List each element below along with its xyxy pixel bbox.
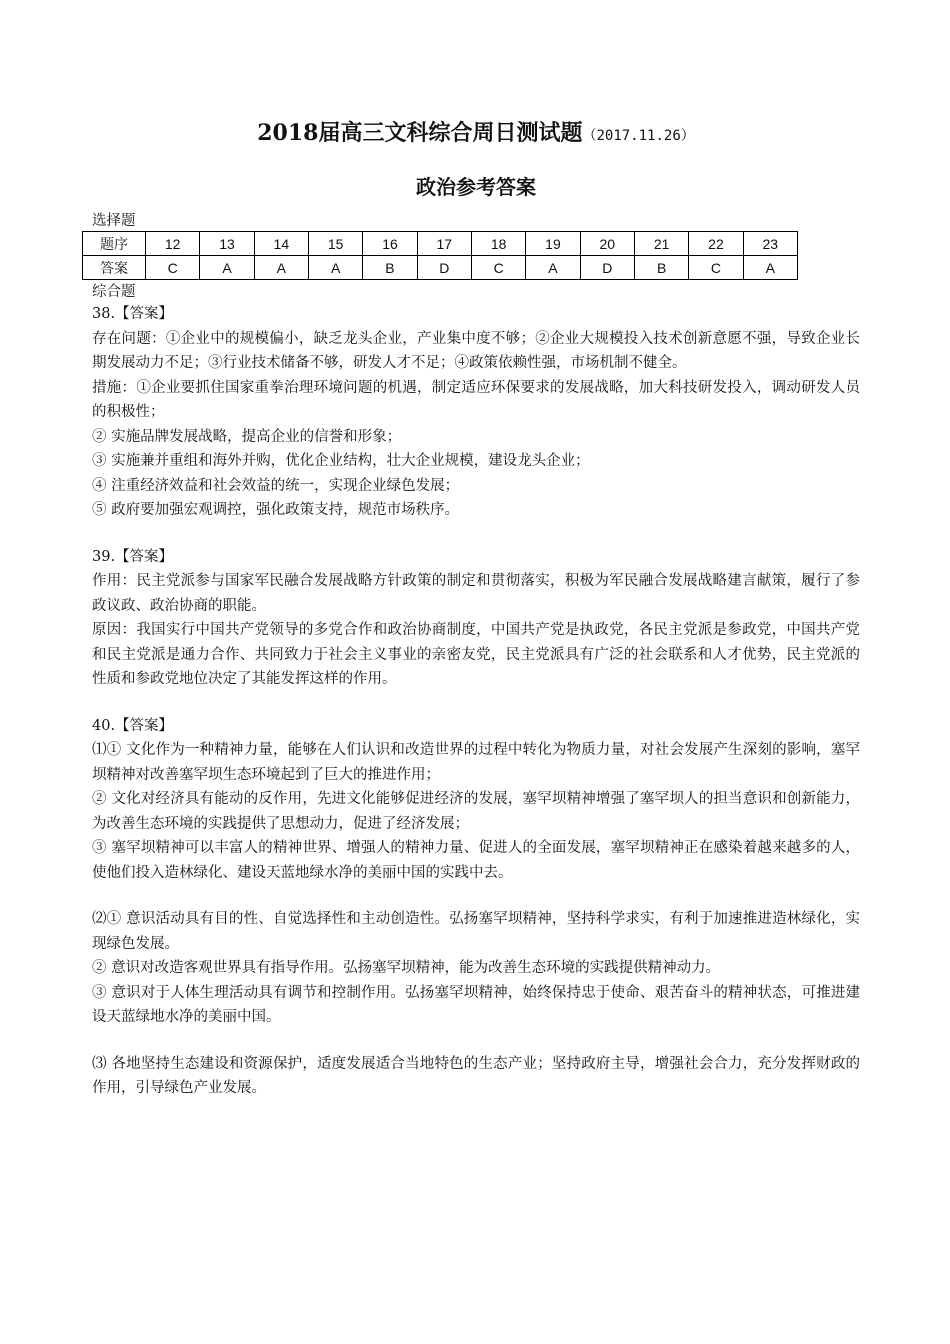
answer-paragraph: ③ 意识对于人体生理活动具有调节和控制作用。弘扬塞罕坝精神，始终保持忠于使命、艰苦奋斗的精神状态，可推进建设天蓝绿地水净的美丽中国。	[92, 984, 860, 1025]
answer-row	[83, 256, 798, 280]
answer-row-header: 答案	[83, 256, 146, 280]
question-number-cell: 14	[254, 232, 308, 256]
question-40-part-3	[92, 1052, 860, 1101]
answer-cell: D	[580, 256, 634, 280]
question-number-cell: 13	[200, 232, 254, 256]
question-39-title: 39.【答案】	[92, 548, 174, 565]
question-40-part-2	[92, 907, 860, 1030]
question-number-cell: 17	[417, 232, 471, 256]
answer-paragraph: 存在问题：①企业中的规模偏小，缺乏龙头企业，产业集中度不够；②企业大规模投入技术创新意愿不强，导致企业长期发展动力不足；③行业技术储备不够，研发人才不足；④政策依赖性强，市场机制不健全。	[92, 330, 860, 371]
answer-paragraph: ③ 实施兼并重组和海外并购，优化企业结构，壮大企业规模，建设龙头企业；	[92, 453, 590, 469]
question-number-row	[83, 232, 798, 256]
question-row-header: 题序	[83, 232, 146, 256]
answer-paragraph: ③ 塞罕坝精神可以丰富人的精神世界、增强人的精神力量、促进人的全面发展，塞罕坝精神正在感染着越来越多的人，使他们投入造林绿化、建设天蓝地绿水净的美丽中国的实践中去。	[92, 840, 860, 881]
comprehensive-section-label: 综合题	[92, 284, 136, 300]
question-39	[92, 545, 860, 692]
question-number-cell: 20	[580, 232, 634, 256]
question-number-cell: 12	[146, 232, 200, 256]
question-40	[92, 714, 860, 1101]
answer-cell: D	[417, 256, 471, 280]
answer-paragraph: ⑴① 文化作为一种精神力量，能够在人们认识和改造世界的过程中转化为物质力量，对社会发展产生深刻的影响，塞罕坝精神对改善塞罕坝生态环境起到了巨大的推进作用；	[92, 742, 860, 783]
title-text: 2018届高三文科综合周日测试题	[257, 120, 583, 146]
page-subtitle: 政治参考答案	[416, 175, 536, 199]
answer-paragraph: ② 文化对经济具有能动的反作用，先进文化能够促进经济的发展，塞罕坝精神增强了塞罕坝人的担当意识和创新能力，为改善生态环境的实践提供了思想动力，促进了经济发展；	[92, 791, 860, 832]
answer-cell: A	[200, 256, 254, 280]
answer-paragraph: ⑵① 意识活动具有目的性、自觉选择性和主动创造性。弘扬塞罕坝精神，坚持科学求实，有利于加速推进造林绿化，实现绿色发展。	[92, 911, 860, 952]
question-number-cell: 19	[526, 232, 580, 256]
answer-cell: A	[743, 256, 797, 280]
answer-table	[82, 231, 798, 280]
question-38	[92, 302, 860, 523]
question-number-cell: 16	[363, 232, 417, 256]
answer-paragraph: 作用：民主党派参与国家军民融合发展战略方针政策的制定和贯彻落实，积极为军民融合发展战略建言献策，履行了参政议政、政治协商的职能。	[92, 573, 860, 614]
answer-paragraph: 原因：我国实行中国共产党领导的多党合作和政治协商制度，中国共产党是执政党，各民主党派是参政党，中国共产党和民主党派是通力合作、共同致力于社会主义事业的亲密友党，民主党派具有广泛的社会联系和人才优势，民主党派的性质和参政党地位决定了其能发挥这样的作用。	[92, 622, 860, 687]
answer-cell: C	[689, 256, 743, 280]
document-page	[92, 108, 860, 1101]
question-38-title: 38.【答案】	[92, 306, 174, 322]
question-39-body	[92, 569, 860, 692]
answer-cell: A	[526, 256, 580, 280]
answer-cell: A	[254, 256, 308, 280]
question-number-cell: 22	[689, 232, 743, 256]
question-number-cell: 21	[634, 232, 688, 256]
answer-cell: B	[363, 256, 417, 280]
title-date: （2017.11.26）	[582, 128, 695, 144]
page-title	[92, 118, 860, 151]
answer-paragraph: ⑶ 各地坚持生态建设和资源保护，适度发展适合当地特色的生态产业；坚持政府主导，增强社会合力，充分发挥财政的作用，引导绿色产业发展。	[92, 1055, 860, 1096]
answer-paragraph: ② 实施品牌发展战略，提高企业的信誉和形象；	[92, 428, 402, 445]
answer-cell: B	[634, 256, 688, 280]
answer-cell: A	[308, 256, 362, 280]
answer-paragraph: ② 意识对改造客观世界具有指导作用。弘扬塞罕坝精神，能为改善生态环境的实践提供精神动力。	[92, 960, 721, 976]
question-number-cell: 23	[743, 232, 797, 256]
answer-paragraph: 措施：①企业要抓住国家重拳治理环境问题的机遇，制定适应环保要求的发展战略，加大科技研发投入，调动研发人员的积极性；	[92, 379, 860, 420]
answer-cell: C	[471, 256, 525, 280]
question-number-cell: 15	[308, 232, 362, 256]
question-38-body	[92, 327, 860, 523]
answer-cell: C	[146, 256, 200, 280]
answer-paragraph: ⑤ 政府要加强宏观调控，强化政策支持，规范市场秩序。	[92, 502, 460, 518]
question-number-cell: 18	[471, 232, 525, 256]
question-40-part-1	[92, 738, 860, 885]
question-40-title: 40.【答案】	[92, 717, 174, 734]
answer-paragraph: ④ 注重经济效益和社会效益的统一，实现企业绿色发展；	[92, 477, 460, 494]
choice-section-label: 选择题	[92, 213, 136, 229]
